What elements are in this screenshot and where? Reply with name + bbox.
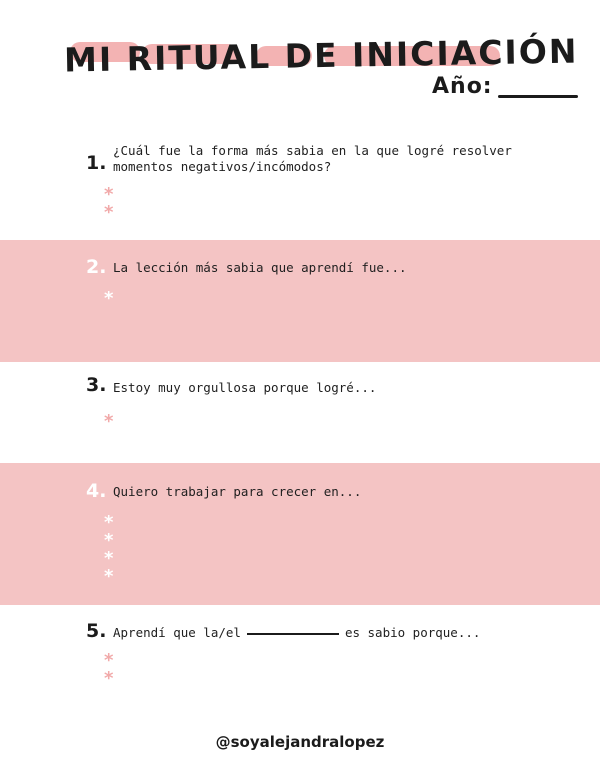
bullet-star-icon: * xyxy=(104,566,114,587)
year-label: Año: xyxy=(432,74,493,99)
bullet-star-icon: * xyxy=(104,530,114,551)
bullet-star-icon: * xyxy=(104,288,114,309)
section-number: 2. xyxy=(86,256,107,278)
question-part-1: Aprendí que la/el xyxy=(113,625,241,640)
question-text: La lección más sabia que aprendí fue... xyxy=(113,260,407,275)
section-number: 1. xyxy=(86,152,107,174)
page-title: MI RITUAL DE INICIACIÓN xyxy=(63,31,579,80)
bullet-star-icon: * xyxy=(104,202,114,223)
question-text: ¿Cuál fue la forma más sabia en la que logré resolver xyxy=(113,143,512,158)
question-part-2: es sabio porque... xyxy=(344,625,481,640)
bullet-star-icon: * xyxy=(104,548,114,569)
question-text xyxy=(113,624,480,641)
bullet-star-icon: * xyxy=(104,411,114,432)
author-handle: @soyalejandralopez xyxy=(215,733,385,751)
bullet-star-icon: * xyxy=(104,650,114,671)
section-number: 5. xyxy=(86,620,107,642)
year-blank-line[interactable] xyxy=(498,95,578,98)
question-text: Estoy muy orgullosa porque logré... xyxy=(113,380,377,395)
fill-in-blank-line[interactable] xyxy=(247,633,339,635)
section-number: 4. xyxy=(86,480,107,502)
question-text: Quiero trabajar para crecer en... xyxy=(113,484,362,499)
section-number: 3. xyxy=(86,374,107,396)
bullet-star-icon: * xyxy=(104,512,114,533)
question-text: momentos negativos/incómodos? xyxy=(113,159,332,174)
bullet-star-icon: * xyxy=(104,668,114,689)
bullet-star-icon: * xyxy=(104,184,114,205)
header xyxy=(0,30,600,100)
